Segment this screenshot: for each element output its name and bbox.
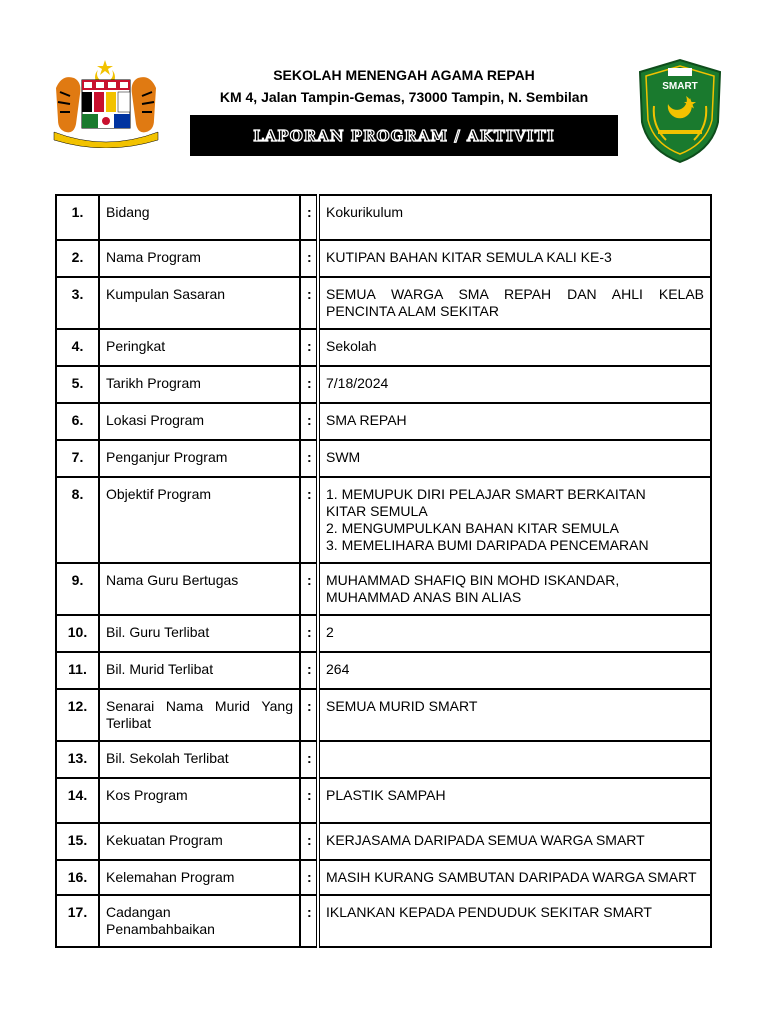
- row-number: 14.: [56, 778, 99, 823]
- row-number: 17.: [56, 895, 99, 947]
- row-label: Senarai Nama Murid Yang Terlibat: [99, 689, 300, 741]
- row-label: Kelemahan Program: [99, 860, 300, 895]
- row-label: Bil. Sekolah Terlibat: [99, 741, 300, 778]
- row-label: Penganjur Program: [99, 440, 300, 477]
- report-title-banner: [190, 115, 618, 156]
- row-label: Lokasi Program: [99, 403, 300, 440]
- row-label: Tarikh Program: [99, 366, 300, 403]
- table-row: [56, 615, 711, 652]
- row-label-line: Cadangan: [106, 904, 171, 920]
- row-number: 8.: [56, 477, 99, 563]
- table-row: [56, 366, 711, 403]
- row-colon: :: [300, 277, 318, 329]
- objective-line: 1. MEMUPUK DIRI PELAJAR SMART BERKAITAN: [326, 486, 646, 502]
- row-value: Sekolah: [318, 329, 711, 366]
- row-value: 7/18/2024: [318, 366, 711, 403]
- row-colon: :: [300, 329, 318, 366]
- row-label: [99, 895, 300, 947]
- row-label: Bil. Murid Terlibat: [99, 652, 300, 689]
- table-row: [56, 440, 711, 477]
- table-row: [56, 652, 711, 689]
- row-colon: :: [300, 741, 318, 778]
- row-number: 15.: [56, 823, 99, 860]
- row-number: 13.: [56, 741, 99, 778]
- row-colon: :: [300, 195, 318, 240]
- row-label: Kekuatan Program: [99, 823, 300, 860]
- row-number: 9.: [56, 563, 99, 615]
- row-number: 7.: [56, 440, 99, 477]
- malaysia-coat-of-arms-icon: [48, 58, 164, 148]
- row-label: Peringkat: [99, 329, 300, 366]
- row-number: 11.: [56, 652, 99, 689]
- row-value: SEMUA WARGA SMA REPAH DAN AHLI KELAB PENCINTA ALAM SEKITAR: [318, 277, 711, 329]
- row-number: 10.: [56, 615, 99, 652]
- school-name: SEKOLAH MENENGAH AGAMA REPAH: [273, 67, 535, 83]
- row-colon: :: [300, 652, 318, 689]
- teacher-name-line: MUHAMMAD ANAS BIN ALIAS: [326, 589, 522, 605]
- table-row: [56, 240, 711, 277]
- smart-school-logo-icon: [638, 58, 722, 164]
- row-colon: :: [300, 477, 318, 563]
- row-value: 264: [318, 652, 711, 689]
- table-row: [56, 778, 711, 823]
- row-value: PLASTIK SAMPAH: [318, 778, 711, 823]
- row-value: MASIH KURANG SAMBUTAN DARIPADA WARGA SMART: [318, 860, 711, 895]
- program-report-table: [55, 194, 712, 948]
- table-row: [56, 860, 711, 895]
- row-number: 16.: [56, 860, 99, 895]
- table-row: [56, 563, 711, 615]
- row-value: SEMUA MURID SMART: [318, 689, 711, 741]
- row-colon: :: [300, 440, 318, 477]
- row-colon: :: [300, 403, 318, 440]
- row-label: Nama Guru Bertugas: [99, 563, 300, 615]
- row-label: Kos Program: [99, 778, 300, 823]
- row-colon: :: [300, 778, 318, 823]
- objective-line: 2. MENGUMPULKAN BAHAN KITAR SEMULA: [326, 520, 620, 536]
- row-number: 4.: [56, 329, 99, 366]
- row-label: Bil. Guru Terlibat: [99, 615, 300, 652]
- table-row: [56, 741, 711, 778]
- row-value: SWM: [318, 440, 711, 477]
- row-value: [318, 477, 711, 563]
- row-value: [318, 563, 711, 615]
- smart-logo-text: SMART: [662, 81, 698, 92]
- table-row: [56, 823, 711, 860]
- table-row: [56, 329, 711, 366]
- row-label: Kumpulan Sasaran: [99, 277, 300, 329]
- row-number: 2.: [56, 240, 99, 277]
- row-colon: :: [300, 860, 318, 895]
- row-label-line: Penambahbaikan: [106, 921, 215, 937]
- row-value: KUTIPAN BAHAN KITAR SEMULA KALI KE-3: [318, 240, 711, 277]
- table-row: [56, 689, 711, 741]
- objective-line: KITAR SEMULA: [326, 503, 428, 519]
- row-colon: :: [300, 823, 318, 860]
- row-number: 1.: [56, 195, 99, 240]
- row-colon: :: [300, 689, 318, 741]
- table-row: [56, 277, 711, 329]
- row-number: 5.: [56, 366, 99, 403]
- objective-line: 3. MEMELIHARA BUMI DARIPADA PENCEMARAN: [326, 537, 649, 553]
- row-value: [318, 741, 711, 778]
- row-label: Bidang: [99, 195, 300, 240]
- row-colon: :: [300, 615, 318, 652]
- row-label: Nama Program: [99, 240, 300, 277]
- row-value: 2: [318, 615, 711, 652]
- row-colon: :: [300, 563, 318, 615]
- row-colon: :: [300, 895, 318, 947]
- row-label: Objektif Program: [99, 477, 300, 563]
- school-address: KM 4, Jalan Tampin-Gemas, 73000 Tampin, N. Sembilan: [219, 89, 589, 105]
- row-colon: :: [300, 240, 318, 277]
- teacher-name-line: MUHAMMAD SHAFIQ BIN MOHD ISKANDAR,: [326, 572, 620, 588]
- report-title: LAPORAN PROGRAM / AKTIVITI: [253, 126, 555, 145]
- table-row: [56, 477, 711, 563]
- row-value: KERJASAMA DARIPADA SEMUA WARGA SMART: [318, 823, 711, 860]
- row-value: Kokurikulum: [318, 195, 711, 240]
- row-number: 12.: [56, 689, 99, 741]
- table-row: [56, 403, 711, 440]
- table-row: [56, 895, 711, 947]
- row-value: SMA REPAH: [318, 403, 711, 440]
- row-number: 6.: [56, 403, 99, 440]
- row-number: 3.: [56, 277, 99, 329]
- row-value: IKLANKAN KEPADA PENDUDUK SEKITAR SMART: [318, 895, 711, 947]
- table-row: [56, 195, 711, 240]
- row-colon: :: [300, 366, 318, 403]
